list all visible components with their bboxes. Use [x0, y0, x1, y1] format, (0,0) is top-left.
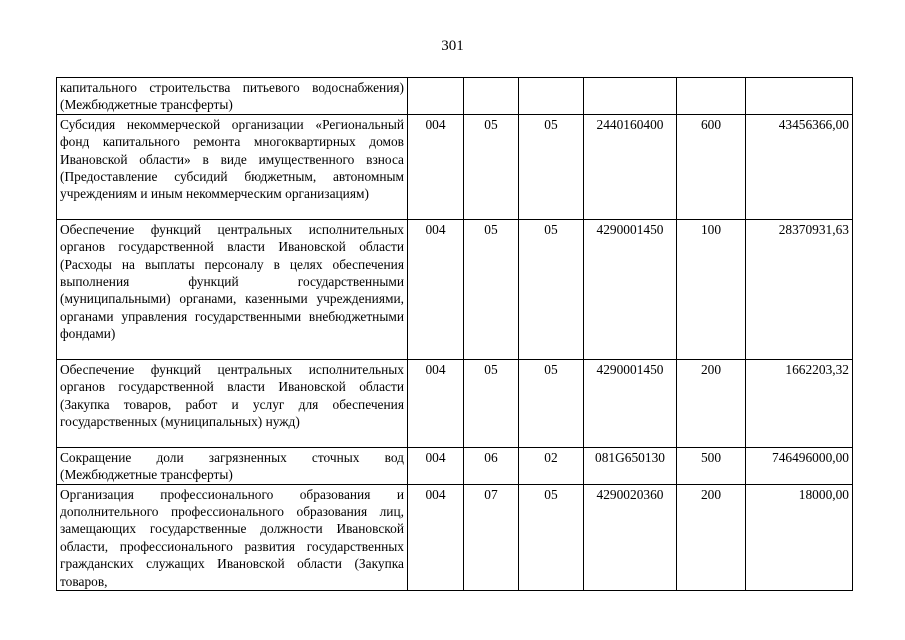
cell-amount: 43456366,00 — [746, 114, 853, 219]
cell-code-1: 004 — [408, 484, 464, 590]
row-description: Субсидия некоммерческой организации «Региональный фонд капитального ремонта многоквартирных домов Ивановской области» в виде имущественного взноса (Предоставление субсидий бюджетным, автономным учреждениям и иным некоммерческим организациям) — [57, 114, 408, 219]
table-row — [57, 78, 853, 115]
cell-code-1 — [408, 78, 464, 115]
cell-amount: 28370931,63 — [746, 219, 853, 359]
cell-code-5: 500 — [677, 447, 746, 484]
cell-amount: 1662203,32 — [746, 359, 853, 447]
cell-code-4: 081G650130 — [584, 447, 677, 484]
table-row — [57, 447, 853, 484]
cell-code-5: 100 — [677, 219, 746, 359]
cell-code-1: 004 — [408, 219, 464, 359]
cell-code-3: 05 — [519, 484, 584, 590]
table-row — [57, 219, 853, 359]
cell-amount: 746496000,00 — [746, 447, 853, 484]
cell-code-5: 200 — [677, 484, 746, 590]
budget-table — [56, 77, 853, 591]
cell-code-5 — [677, 78, 746, 115]
cell-code-2: 05 — [464, 359, 519, 447]
row-description: Обеспечение функций центральных исполнительных органов государственной власти Ивановской области (Расходы на выплаты персоналу в целях обеспечения выполнения функций государственными (муниципальными) органами, казенными учреждениями, органами управления государственными внебюджетными фондами) — [57, 219, 408, 359]
cell-code-1: 004 — [408, 114, 464, 219]
cell-code-3: 05 — [519, 219, 584, 359]
cell-code-5: 200 — [677, 359, 746, 447]
row-description: Обеспечение функций центральных исполнительных органов государственной власти Ивановской области (Закупка товаров, работ и услуг для обеспечения государственных (муниципальных) нужд) — [57, 359, 408, 447]
cell-code-4: 2440160400 — [584, 114, 677, 219]
cell-code-5: 600 — [677, 114, 746, 219]
cell-code-1: 004 — [408, 359, 464, 447]
cell-code-2: 05 — [464, 114, 519, 219]
cell-amount: 18000,00 — [746, 484, 853, 590]
page-number: 301 — [441, 38, 464, 54]
row-description: Организация профессионального образования и дополнительного профессионального образования лиц, замещающих государственные должности Ивановской области, профессионального развития государственных гражданских служащих Ивановской области (Закупка товаров, — [57, 484, 408, 590]
row-description: капитального строительства питьевого водоснабжения) (Межбюджетные трансферты) — [57, 78, 408, 115]
cell-code-2: 05 — [464, 219, 519, 359]
cell-code-2: 06 — [464, 447, 519, 484]
table-row — [57, 359, 853, 447]
cell-code-4: 4290001450 — [584, 219, 677, 359]
cell-code-4 — [584, 78, 677, 115]
table-row — [57, 114, 853, 219]
cell-amount — [746, 78, 853, 115]
cell-code-3 — [519, 78, 584, 115]
cell-code-1: 004 — [408, 447, 464, 484]
table-row — [57, 484, 853, 590]
cell-code-3: 02 — [519, 447, 584, 484]
cell-code-2: 07 — [464, 484, 519, 590]
cell-code-4: 4290020360 — [584, 484, 677, 590]
cell-code-2 — [464, 78, 519, 115]
cell-code-3: 05 — [519, 359, 584, 447]
cell-code-4: 4290001450 — [584, 359, 677, 447]
cell-code-3: 05 — [519, 114, 584, 219]
row-description: Сокращение доли загрязненных сточных вод (Межбюджетные трансферты) — [57, 447, 408, 484]
